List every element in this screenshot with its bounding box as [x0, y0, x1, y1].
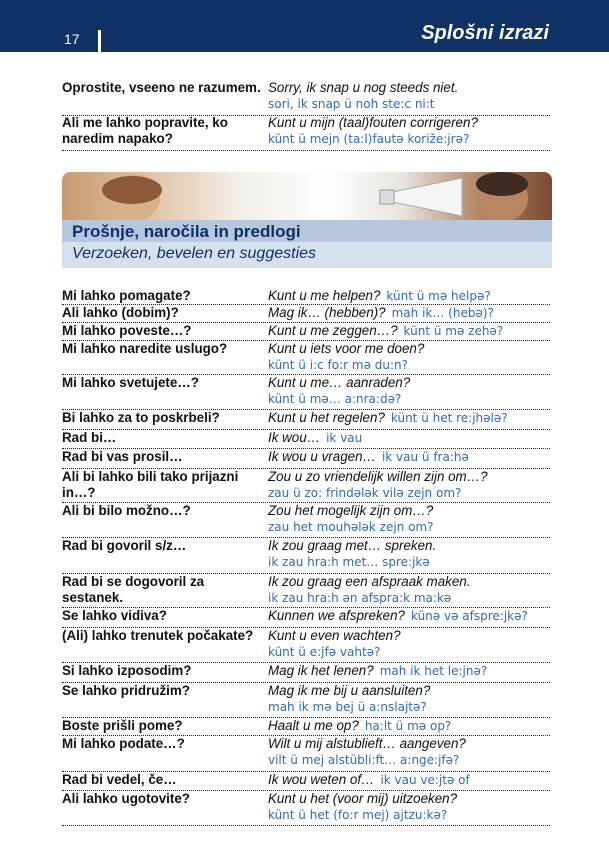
slovene-phrase: Ali lahko (dobim)? [62, 305, 179, 320]
banner-photo [62, 172, 552, 220]
dutch-phrase: Ik wou… [268, 430, 321, 445]
dutch-phrase: Mag ik het lenen? [268, 663, 374, 678]
phrase-row [62, 448, 550, 469]
slovene-phrase: Boste prišli pome? [62, 718, 183, 733]
dutch-phrase: Zou u zo vriendelijk willen zijn om…? [268, 469, 488, 484]
slovene-phrase: Ali bi lahko bili tako prijazni in…? [62, 469, 239, 500]
pronunciation: zau ü zo: frindələk vilə zejn om? [268, 486, 462, 500]
slovene-phrase: Mi lahko svetujete…? [62, 375, 199, 390]
dutch-phrase: Kunt u me… aanraden? [268, 375, 411, 390]
slovene-phrase: Ali lahko ugotovite? [62, 791, 190, 806]
phrase-row [62, 502, 550, 538]
phrase-row [62, 114, 550, 151]
pronunciation: ha:lt ü mə op? [364, 719, 452, 733]
phrase-row [62, 287, 550, 305]
phrase-row [62, 573, 550, 608]
phrase-row [62, 771, 550, 791]
dutch-phrase: Mag ik… (hebben)? [268, 305, 386, 320]
pronunciation: ik vau ü fra:hə [381, 450, 469, 464]
dutch-translation [268, 323, 553, 339]
slovene-phrase: Ali bi bilo možno…? [62, 503, 191, 518]
dutch-phrase: Ik wou u vragen… [268, 449, 376, 464]
pronunciation: künt ü mejn (ta:l)fautə koriže:jrə? [268, 132, 470, 146]
dutch-phrase: Kunt u het regelen? [268, 410, 385, 425]
pronunciation: ik vau ve:jtə of [380, 773, 470, 787]
dutch-translation [268, 608, 553, 624]
banner-title-band [62, 220, 552, 242]
phrase-row [62, 607, 550, 628]
page-header [0, 0, 609, 52]
dutch-translation [268, 430, 553, 446]
pronunciation: künt ü mə… a:nra:də? [268, 392, 402, 406]
phrase-row [62, 468, 550, 503]
section-banner [62, 172, 552, 268]
dutch-translation [268, 410, 553, 426]
dutch-phrase: Kunt u me zeggen…? [268, 323, 398, 338]
dutch-translation [268, 736, 553, 768]
phrase-row [62, 374, 550, 410]
phrase-row [62, 429, 550, 449]
dutch-translation [268, 469, 553, 501]
dutch-phrase: Haalt u me op? [268, 718, 359, 733]
slovene-phrase: Mi lahko poveste…? [62, 323, 192, 338]
pronunciation: künt ü het re:jhələ? [390, 411, 508, 425]
slovene-phrase: Rad bi se dogovoril za sestanek. [62, 574, 205, 605]
slovene-phrase: Se lahko pridružim? [62, 683, 190, 698]
pronunciation: mah ik… (hebə)? [391, 306, 494, 320]
slovene-phrase: Mi lahko pomagate? [62, 288, 191, 303]
slovene-phrase: Si lahko izposodim? [62, 663, 192, 678]
dutch-translation [268, 503, 553, 535]
dutch-translation [268, 375, 553, 407]
phrase-row [62, 322, 550, 341]
dutch-translation [268, 791, 553, 823]
dutch-phrase: Ik zou graag met… spreken. [268, 538, 437, 553]
dutch-phrase: Kunt u iets voor me doen? [268, 341, 425, 356]
phrase-row [62, 627, 550, 663]
phrase-row [62, 537, 550, 574]
phrase-row [62, 662, 550, 683]
dutch-translation [268, 718, 553, 734]
dutch-phrase: Ik zou graag een afspraak maken. [268, 574, 471, 589]
dutch-translation [268, 628, 553, 660]
pronunciation: künt ü mə zehə? [403, 324, 504, 338]
pronunciation: mah ik mə bej ü a:nslajtə? [268, 700, 427, 714]
section-title: Splošni izrazi [421, 22, 549, 44]
phrase-row [62, 340, 550, 375]
section-subheading: Verzoeken, bevelen en suggesties [72, 245, 317, 262]
pronunciation: vilt ü mej alstübli:ft… a:nge:jfə? [268, 753, 460, 767]
dutch-translation [268, 80, 553, 112]
dutch-translation [268, 574, 553, 606]
phrase-row [62, 735, 550, 772]
dutch-translation [268, 305, 553, 321]
dutch-phrase: Zou het mogelijk zijn om…? [268, 503, 434, 518]
dutch-translation [268, 663, 553, 679]
slovene-phrase: Mi lahko podate…? [62, 736, 185, 751]
pronunciation: ik zau hra:h met… spre:jkə [268, 555, 430, 569]
dutch-translation [268, 538, 553, 570]
section-heading: Prošnje, naročila in predlogi [72, 222, 301, 241]
dutch-translation [268, 288, 553, 304]
phrase-row [62, 79, 550, 116]
pronunciation: künt ü e:jfə vahtə? [268, 645, 381, 659]
phrase-row [62, 682, 550, 718]
banner-subtitle-band [62, 242, 552, 268]
slovene-phrase: Rad bi govoril s/z… [62, 538, 187, 553]
phrase-row [62, 717, 550, 736]
page-number: 17 [64, 31, 80, 47]
slovene-phrase: Se lahko vidiva? [62, 608, 167, 623]
slovene-phrase: Bi lahko za to poskrbeli? [62, 410, 220, 425]
pronunciation: sori, ik snap ü noh ste:c ni:t [268, 97, 435, 111]
phrase-row [62, 409, 550, 430]
dutch-phrase: Wilt u mij alstublieft… aangeven? [268, 736, 466, 751]
dutch-translation [268, 115, 553, 147]
slovene-phrase: Rad bi… [62, 430, 117, 445]
dutch-phrase: Sorry, ik snap u nog steeds niet. [268, 80, 459, 95]
pronunciation: künt ü het (fo:r mej) ajtzu:kə? [268, 808, 448, 822]
dutch-phrase: Kunt u me helpen? [268, 288, 381, 303]
dutch-phrase: Kunt u het (voor mij) uitzoeken? [268, 791, 458, 806]
pronunciation: mah ik het le:jnə? [379, 664, 488, 678]
slovene-phrase: Oprostite, vseeno ne razumem. [62, 80, 261, 95]
dutch-phrase: Kunt u even wachten? [268, 628, 401, 643]
dutch-translation [268, 772, 553, 788]
dutch-phrase: Kunt u mijn (taal)fouten corrigeren? [268, 115, 478, 130]
megaphone-illustration [62, 172, 552, 220]
pronunciation: künt ü i:c fo:r mə du:n? [268, 358, 409, 372]
pronunciation: ik zau hra:h ən afspra:k ma:kə [268, 591, 452, 605]
dutch-phrase: Kunnen we afspreken? [268, 608, 405, 623]
pronunciation: künt ü mə helpə? [386, 289, 491, 303]
slovene-phrase: Rad bi vas prosil… [62, 449, 183, 464]
dutch-translation [268, 683, 553, 715]
dutch-translation [268, 449, 553, 465]
slovene-phrase: Mi lahko naredite uslugo? [62, 341, 228, 356]
phrase-row [62, 790, 550, 826]
pronunciation: zau het mouhələk zejn om? [268, 520, 434, 534]
slovene-phrase: Ali me lahko popravite, ko naredim napako? [62, 115, 228, 146]
pronunciation: ik vau [326, 431, 363, 445]
pronunciation: künə və afspre:jkə? [410, 609, 528, 623]
dutch-phrase: Mag ik me bij u aansluiten? [268, 683, 431, 698]
dutch-translation [268, 341, 553, 373]
phrase-row [62, 304, 550, 323]
slovene-phrase: Rad bi vedel, če… [62, 772, 177, 787]
header-divider [98, 30, 101, 52]
dutch-phrase: Ik wou weten of… [268, 772, 375, 787]
slovene-phrase: (Ali) lahko trenutek počakate? [62, 628, 254, 643]
